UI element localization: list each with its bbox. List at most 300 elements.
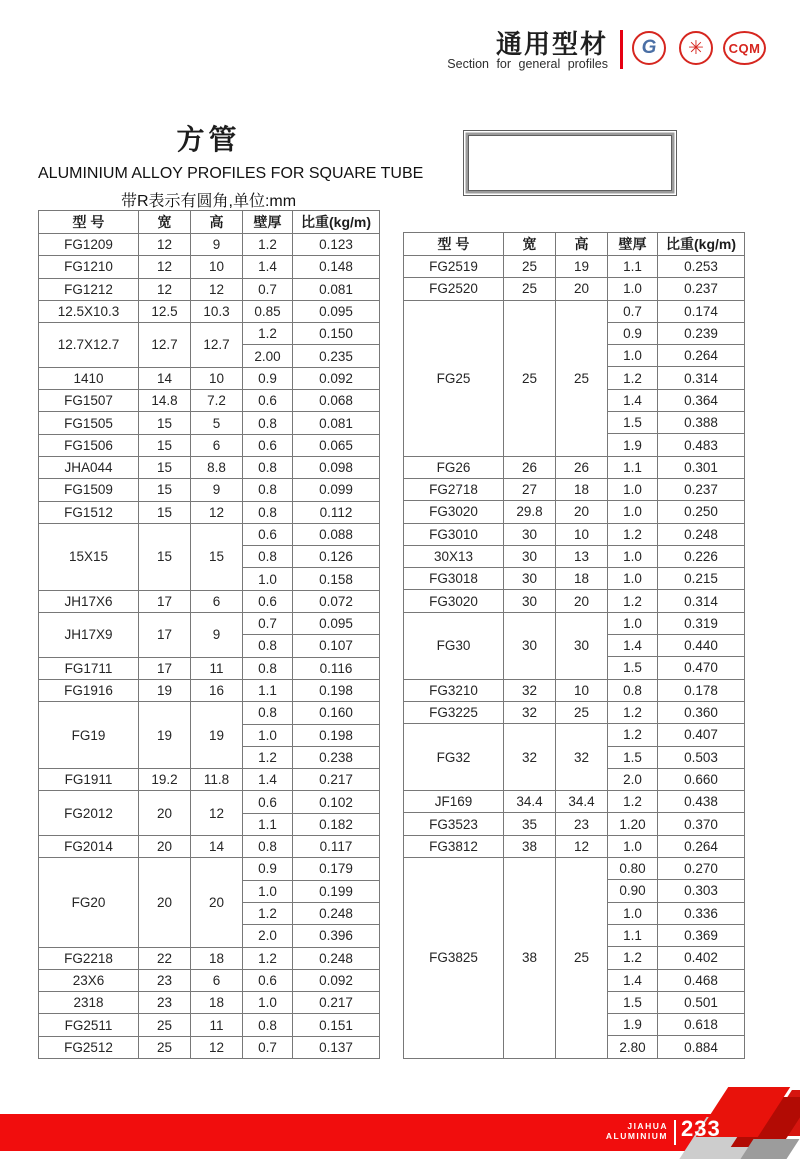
weight-cell: 0.095 xyxy=(293,613,380,635)
model-cell: FG2218 xyxy=(39,947,139,969)
height-cell: 20 xyxy=(556,278,608,300)
model-cell: FG1212 xyxy=(39,278,139,300)
wall-cell: 1.4 xyxy=(243,769,293,791)
table-row xyxy=(404,278,745,300)
profiles-table-right xyxy=(403,232,745,1059)
wall-cell: 0.8 xyxy=(243,657,293,679)
weight-cell: 0.364 xyxy=(658,389,745,411)
wall-cell: 0.8 xyxy=(243,479,293,501)
height-cell: 8.8 xyxy=(191,456,243,478)
model-cell: FG2511 xyxy=(39,1014,139,1036)
col-header-wall: 壁厚 xyxy=(608,233,658,256)
weight-cell: 0.126 xyxy=(293,546,380,568)
wall-cell: 0.8 xyxy=(608,679,658,701)
wall-cell: 1.4 xyxy=(243,256,293,278)
header-subtitle-en: Section for general profiles xyxy=(447,57,608,71)
weight-cell: 0.099 xyxy=(293,479,380,501)
table-row xyxy=(39,456,380,478)
wall-cell: 1.1 xyxy=(243,679,293,701)
weight-cell: 0.438 xyxy=(658,791,745,813)
wall-cell: 1.2 xyxy=(608,724,658,746)
wall-cell: 1.0 xyxy=(608,612,658,634)
height-cell: 12 xyxy=(191,501,243,523)
weight-cell: 0.092 xyxy=(293,969,380,991)
model-cell: FG30 xyxy=(404,612,504,679)
table-row xyxy=(404,791,745,813)
weight-cell: 0.116 xyxy=(293,657,380,679)
wall-cell: 2.0 xyxy=(243,925,293,947)
height-cell: 18 xyxy=(191,947,243,969)
table-row xyxy=(39,234,380,256)
wall-cell: 0.8 xyxy=(243,836,293,858)
height-cell: 19 xyxy=(191,702,243,769)
table-row xyxy=(404,256,745,278)
quality-seal-logo-icon xyxy=(679,31,713,65)
model-cell: FG1209 xyxy=(39,234,139,256)
weight-cell: 0.072 xyxy=(293,590,380,612)
model-cell: FG2014 xyxy=(39,836,139,858)
width-cell: 15 xyxy=(139,479,191,501)
wall-cell: 1.5 xyxy=(608,746,658,768)
model-cell: FG3210 xyxy=(404,679,504,701)
col-header-model: 型 号 xyxy=(39,211,139,234)
wall-cell: 0.7 xyxy=(608,300,658,322)
weight-cell: 0.660 xyxy=(658,768,745,790)
table-row xyxy=(404,523,745,545)
model-cell: FG1507 xyxy=(39,390,139,412)
weight-cell: 0.248 xyxy=(658,523,745,545)
model-cell: FG1711 xyxy=(39,657,139,679)
gb-certification-logo-icon xyxy=(632,31,666,65)
wall-cell: 0.8 xyxy=(243,702,293,724)
wall-cell: 1.2 xyxy=(243,234,293,256)
wall-cell: 1.4 xyxy=(608,969,658,991)
weight-cell: 0.107 xyxy=(293,635,380,657)
weight-cell: 0.151 xyxy=(293,1014,380,1036)
height-cell: 18 xyxy=(191,992,243,1014)
wall-cell: 1.0 xyxy=(608,478,658,500)
table-row xyxy=(39,300,380,322)
width-cell: 32 xyxy=(504,701,556,723)
wall-cell: 0.8 xyxy=(243,546,293,568)
model-cell: 1410 xyxy=(39,367,139,389)
weight-cell: 0.314 xyxy=(658,590,745,612)
page-title: 方管 xyxy=(176,124,241,155)
width-cell: 12.5 xyxy=(139,300,191,322)
table-row xyxy=(39,702,380,724)
wall-cell: 1.0 xyxy=(243,992,293,1014)
wall-cell: 1.0 xyxy=(608,545,658,567)
width-cell: 30 xyxy=(504,545,556,567)
height-cell: 6 xyxy=(191,434,243,456)
width-cell: 25 xyxy=(139,1036,191,1058)
height-cell: 32 xyxy=(556,724,608,791)
width-cell: 34.4 xyxy=(504,791,556,813)
height-cell: 15 xyxy=(191,523,243,590)
wall-cell: 0.90 xyxy=(608,880,658,902)
footer-brand-line1: JIAHUA xyxy=(627,1121,668,1131)
weight-cell: 0.081 xyxy=(293,412,380,434)
model-cell: FG25 xyxy=(404,300,504,456)
wall-cell: 0.8 xyxy=(243,456,293,478)
wall-cell: 1.5 xyxy=(608,657,658,679)
table-row xyxy=(39,858,380,880)
height-cell: 12.7 xyxy=(191,323,243,368)
width-cell: 25 xyxy=(504,256,556,278)
table-row xyxy=(39,256,380,278)
table-row xyxy=(404,858,745,880)
wall-cell: 1.2 xyxy=(243,746,293,768)
weight-cell: 0.179 xyxy=(293,858,380,880)
weight-cell: 0.503 xyxy=(658,746,745,768)
weight-cell: 0.098 xyxy=(293,456,380,478)
header-title-cn: 通用型材 xyxy=(495,29,608,59)
wall-cell: 2.0 xyxy=(608,768,658,790)
wall-cell: 1.1 xyxy=(608,924,658,946)
weight-cell: 0.301 xyxy=(658,456,745,478)
table-row xyxy=(404,813,745,835)
height-cell: 11 xyxy=(191,657,243,679)
col-header-model: 型 号 xyxy=(404,233,504,256)
height-cell: 9 xyxy=(191,479,243,501)
weight-cell: 0.440 xyxy=(658,635,745,657)
table-row xyxy=(39,434,380,456)
table-row xyxy=(39,679,380,701)
wall-cell: 1.2 xyxy=(608,367,658,389)
width-cell: 12.7 xyxy=(139,323,191,368)
wall-cell: 1.4 xyxy=(608,389,658,411)
height-cell: 23 xyxy=(556,813,608,835)
width-cell: 32 xyxy=(504,679,556,701)
weight-cell: 0.198 xyxy=(293,679,380,701)
weight-cell: 0.137 xyxy=(293,1036,380,1058)
model-cell: 12.5X10.3 xyxy=(39,300,139,322)
wall-cell: 1.2 xyxy=(243,902,293,924)
cqm-certification-logo-icon xyxy=(723,31,766,65)
weight-cell: 0.303 xyxy=(658,880,745,902)
height-cell: 18 xyxy=(556,478,608,500)
width-cell: 19.2 xyxy=(139,769,191,791)
table-row xyxy=(39,947,380,969)
col-header-weight: 比重(kg/m) xyxy=(293,211,380,234)
table-row xyxy=(39,367,380,389)
wall-cell: 0.6 xyxy=(243,390,293,412)
table-row xyxy=(39,1014,380,1036)
weight-cell: 0.884 xyxy=(658,1036,745,1058)
weight-cell: 0.250 xyxy=(658,501,745,523)
weight-cell: 0.235 xyxy=(293,345,380,367)
wall-cell: 1.9 xyxy=(608,1014,658,1036)
col-header-width: 宽 xyxy=(504,233,556,256)
model-cell: FG1506 xyxy=(39,434,139,456)
table-row xyxy=(404,612,745,634)
model-cell: FG2012 xyxy=(39,791,139,836)
width-cell: 30 xyxy=(504,612,556,679)
profiles-table-left xyxy=(38,210,380,1059)
model-cell: FG3825 xyxy=(404,858,504,1059)
wall-cell: 1.20 xyxy=(608,813,658,835)
model-cell: FG1509 xyxy=(39,479,139,501)
weight-cell: 0.239 xyxy=(658,322,745,344)
width-cell: 12 xyxy=(139,256,191,278)
width-cell: 22 xyxy=(139,947,191,969)
table-row xyxy=(39,501,380,523)
wall-cell: 1.1 xyxy=(608,456,658,478)
model-cell: FG1916 xyxy=(39,679,139,701)
weight-cell: 0.117 xyxy=(293,836,380,858)
height-cell: 18 xyxy=(556,568,608,590)
width-cell: 17 xyxy=(139,590,191,612)
table-row xyxy=(39,836,380,858)
wall-cell: 1.1 xyxy=(608,256,658,278)
height-cell: 10 xyxy=(556,523,608,545)
col-header-width: 宽 xyxy=(139,211,191,234)
model-cell: FG26 xyxy=(404,456,504,478)
table-row xyxy=(404,701,745,723)
wall-cell: 1.0 xyxy=(608,345,658,367)
col-header-weight: 比重(kg/m) xyxy=(658,233,745,256)
width-cell: 19 xyxy=(139,679,191,701)
model-cell: 15X15 xyxy=(39,523,139,590)
wall-cell: 1.2 xyxy=(608,590,658,612)
weight-cell: 0.092 xyxy=(293,367,380,389)
width-cell: 20 xyxy=(139,836,191,858)
height-cell: 25 xyxy=(556,858,608,1059)
weight-cell: 0.248 xyxy=(293,947,380,969)
wall-cell: 1.4 xyxy=(608,635,658,657)
model-cell: FG2512 xyxy=(39,1036,139,1058)
weight-cell: 0.237 xyxy=(658,478,745,500)
width-cell: 23 xyxy=(139,969,191,991)
weight-cell: 0.468 xyxy=(658,969,745,991)
wall-cell: 2.00 xyxy=(243,345,293,367)
cqm-logo-glyph: CQM xyxy=(728,40,761,56)
width-cell: 15 xyxy=(139,456,191,478)
weight-cell: 0.178 xyxy=(658,679,745,701)
weight-cell: 0.068 xyxy=(293,390,380,412)
table-row xyxy=(39,1036,380,1058)
model-cell: FG2520 xyxy=(404,278,504,300)
model-cell: FG3020 xyxy=(404,501,504,523)
height-cell: 12 xyxy=(191,278,243,300)
wall-cell: 0.6 xyxy=(243,969,293,991)
weight-cell: 0.248 xyxy=(293,902,380,924)
weight-cell: 0.470 xyxy=(658,657,745,679)
weight-cell: 0.314 xyxy=(658,367,745,389)
width-cell: 20 xyxy=(139,858,191,947)
height-cell: 10 xyxy=(556,679,608,701)
wall-cell: 0.9 xyxy=(243,367,293,389)
width-cell: 15 xyxy=(139,523,191,590)
height-cell: 6 xyxy=(191,969,243,991)
col-header-height: 高 xyxy=(556,233,608,256)
table-row xyxy=(39,412,380,434)
wall-cell: 1.5 xyxy=(608,412,658,434)
weight-cell: 0.198 xyxy=(293,724,380,746)
weight-cell: 0.237 xyxy=(658,278,745,300)
width-cell: 25 xyxy=(504,278,556,300)
height-cell: 13 xyxy=(556,545,608,567)
width-cell: 30 xyxy=(504,568,556,590)
wall-cell: 1.1 xyxy=(243,813,293,835)
weight-cell: 0.370 xyxy=(658,813,745,835)
weight-cell: 0.270 xyxy=(658,858,745,880)
width-cell: 14.8 xyxy=(139,390,191,412)
model-cell: 23X6 xyxy=(39,969,139,991)
width-cell: 30 xyxy=(504,590,556,612)
table-row xyxy=(404,590,745,612)
table-row xyxy=(404,835,745,857)
width-cell: 15 xyxy=(139,501,191,523)
height-cell: 30 xyxy=(556,612,608,679)
footer-brand xyxy=(558,1121,668,1141)
wall-cell: 1.2 xyxy=(608,701,658,723)
wall-cell: 0.7 xyxy=(243,1036,293,1058)
wall-cell: 0.6 xyxy=(243,590,293,612)
height-cell: 9 xyxy=(191,613,243,658)
wall-cell: 0.6 xyxy=(243,434,293,456)
width-cell: 30 xyxy=(504,523,556,545)
page-title-en: ALUMINIUM ALLOY PROFILES FOR SQUARE TUBE xyxy=(38,165,424,182)
wall-cell: 0.9 xyxy=(243,858,293,880)
weight-cell: 0.336 xyxy=(658,902,745,924)
wall-cell: 0.8 xyxy=(243,501,293,523)
model-cell: FG3020 xyxy=(404,590,504,612)
width-cell: 32 xyxy=(504,724,556,791)
height-cell: 5 xyxy=(191,412,243,434)
wall-cell: 1.0 xyxy=(608,278,658,300)
width-cell: 25 xyxy=(504,300,556,456)
weight-cell: 0.160 xyxy=(293,702,380,724)
table-row xyxy=(404,545,745,567)
height-cell: 12 xyxy=(556,835,608,857)
unit-note: 带R表示有圆角,单位:mm xyxy=(120,193,297,210)
wall-cell: 1.2 xyxy=(608,947,658,969)
weight-cell: 0.369 xyxy=(658,924,745,946)
width-cell: 27 xyxy=(504,478,556,500)
wall-cell: 0.6 xyxy=(243,791,293,813)
width-cell: 20 xyxy=(139,791,191,836)
weight-cell: 0.088 xyxy=(293,523,380,545)
height-cell: 25 xyxy=(556,300,608,456)
table-row xyxy=(404,300,745,322)
width-cell: 12 xyxy=(139,278,191,300)
model-cell: FG2519 xyxy=(404,256,504,278)
wall-cell: 1.0 xyxy=(243,880,293,902)
weight-cell: 0.264 xyxy=(658,835,745,857)
wall-cell: 0.8 xyxy=(243,635,293,657)
table-row xyxy=(39,479,380,501)
wall-cell: 1.5 xyxy=(608,991,658,1013)
header-red-divider xyxy=(620,30,623,69)
table-row xyxy=(404,724,745,746)
model-cell: FG20 xyxy=(39,858,139,947)
wall-cell: 2.80 xyxy=(608,1036,658,1058)
height-cell: 26 xyxy=(556,456,608,478)
weight-cell: 0.102 xyxy=(293,791,380,813)
height-cell: 20 xyxy=(556,590,608,612)
page-number: 233 xyxy=(681,1116,721,1141)
table-row xyxy=(39,523,380,545)
height-cell: 9 xyxy=(191,234,243,256)
width-cell: 17 xyxy=(139,657,191,679)
height-cell: 12 xyxy=(191,791,243,836)
weight-cell: 0.123 xyxy=(293,234,380,256)
title-block xyxy=(38,118,424,211)
weight-cell: 0.217 xyxy=(293,769,380,791)
height-cell: 20 xyxy=(556,501,608,523)
weight-cell: 0.215 xyxy=(658,568,745,590)
model-cell: FG32 xyxy=(404,724,504,791)
weight-cell: 0.199 xyxy=(293,880,380,902)
weight-cell: 0.402 xyxy=(658,947,745,969)
wall-cell: 0.9 xyxy=(608,322,658,344)
model-cell: JHA044 xyxy=(39,456,139,478)
wall-cell: 1.2 xyxy=(608,523,658,545)
width-cell: 26 xyxy=(504,456,556,478)
weight-cell: 0.112 xyxy=(293,501,380,523)
height-cell: 11.8 xyxy=(191,769,243,791)
weight-cell: 0.388 xyxy=(658,412,745,434)
table-row xyxy=(404,501,745,523)
width-cell: 38 xyxy=(504,835,556,857)
height-cell: 25 xyxy=(556,701,608,723)
table-row xyxy=(404,679,745,701)
wall-cell: 0.6 xyxy=(243,523,293,545)
model-cell: JH17X6 xyxy=(39,590,139,612)
weight-cell: 0.158 xyxy=(293,568,380,590)
wall-cell: 0.8 xyxy=(243,1014,293,1036)
weight-cell: 0.182 xyxy=(293,813,380,835)
model-cell: 2318 xyxy=(39,992,139,1014)
height-cell: 19 xyxy=(556,256,608,278)
wall-cell: 1.0 xyxy=(243,568,293,590)
weight-cell: 0.501 xyxy=(658,991,745,1013)
weight-cell: 0.217 xyxy=(293,992,380,1014)
model-cell: FG1505 xyxy=(39,412,139,434)
table-row xyxy=(39,323,380,345)
model-cell: FG3225 xyxy=(404,701,504,723)
table-row xyxy=(39,613,380,635)
wall-cell: 0.7 xyxy=(243,278,293,300)
height-cell: 34.4 xyxy=(556,791,608,813)
weight-cell: 0.360 xyxy=(658,701,745,723)
weight-cell: 0.483 xyxy=(658,434,745,456)
wall-cell: 1.0 xyxy=(243,724,293,746)
width-cell: 14 xyxy=(139,367,191,389)
weight-cell: 0.081 xyxy=(293,278,380,300)
height-cell: 14 xyxy=(191,836,243,858)
wall-cell: 0.85 xyxy=(243,300,293,322)
wall-cell: 0.8 xyxy=(243,412,293,434)
footer-brand-line2: ALUMINIUM xyxy=(605,1131,668,1141)
table-header-row xyxy=(39,211,380,234)
table-header-row xyxy=(404,233,745,256)
wall-cell: 1.0 xyxy=(608,835,658,857)
model-cell: FG1210 xyxy=(39,256,139,278)
square-tube-drawing-inner xyxy=(468,135,672,191)
weight-cell: 0.396 xyxy=(293,925,380,947)
width-cell: 29.8 xyxy=(504,501,556,523)
wall-cell: 1.2 xyxy=(243,323,293,345)
model-cell: FG2718 xyxy=(404,478,504,500)
weight-cell: 0.319 xyxy=(658,612,745,634)
height-cell: 16 xyxy=(191,679,243,701)
table-row xyxy=(39,992,380,1014)
height-cell: 6 xyxy=(191,590,243,612)
table-row xyxy=(39,769,380,791)
model-cell: FG1512 xyxy=(39,501,139,523)
